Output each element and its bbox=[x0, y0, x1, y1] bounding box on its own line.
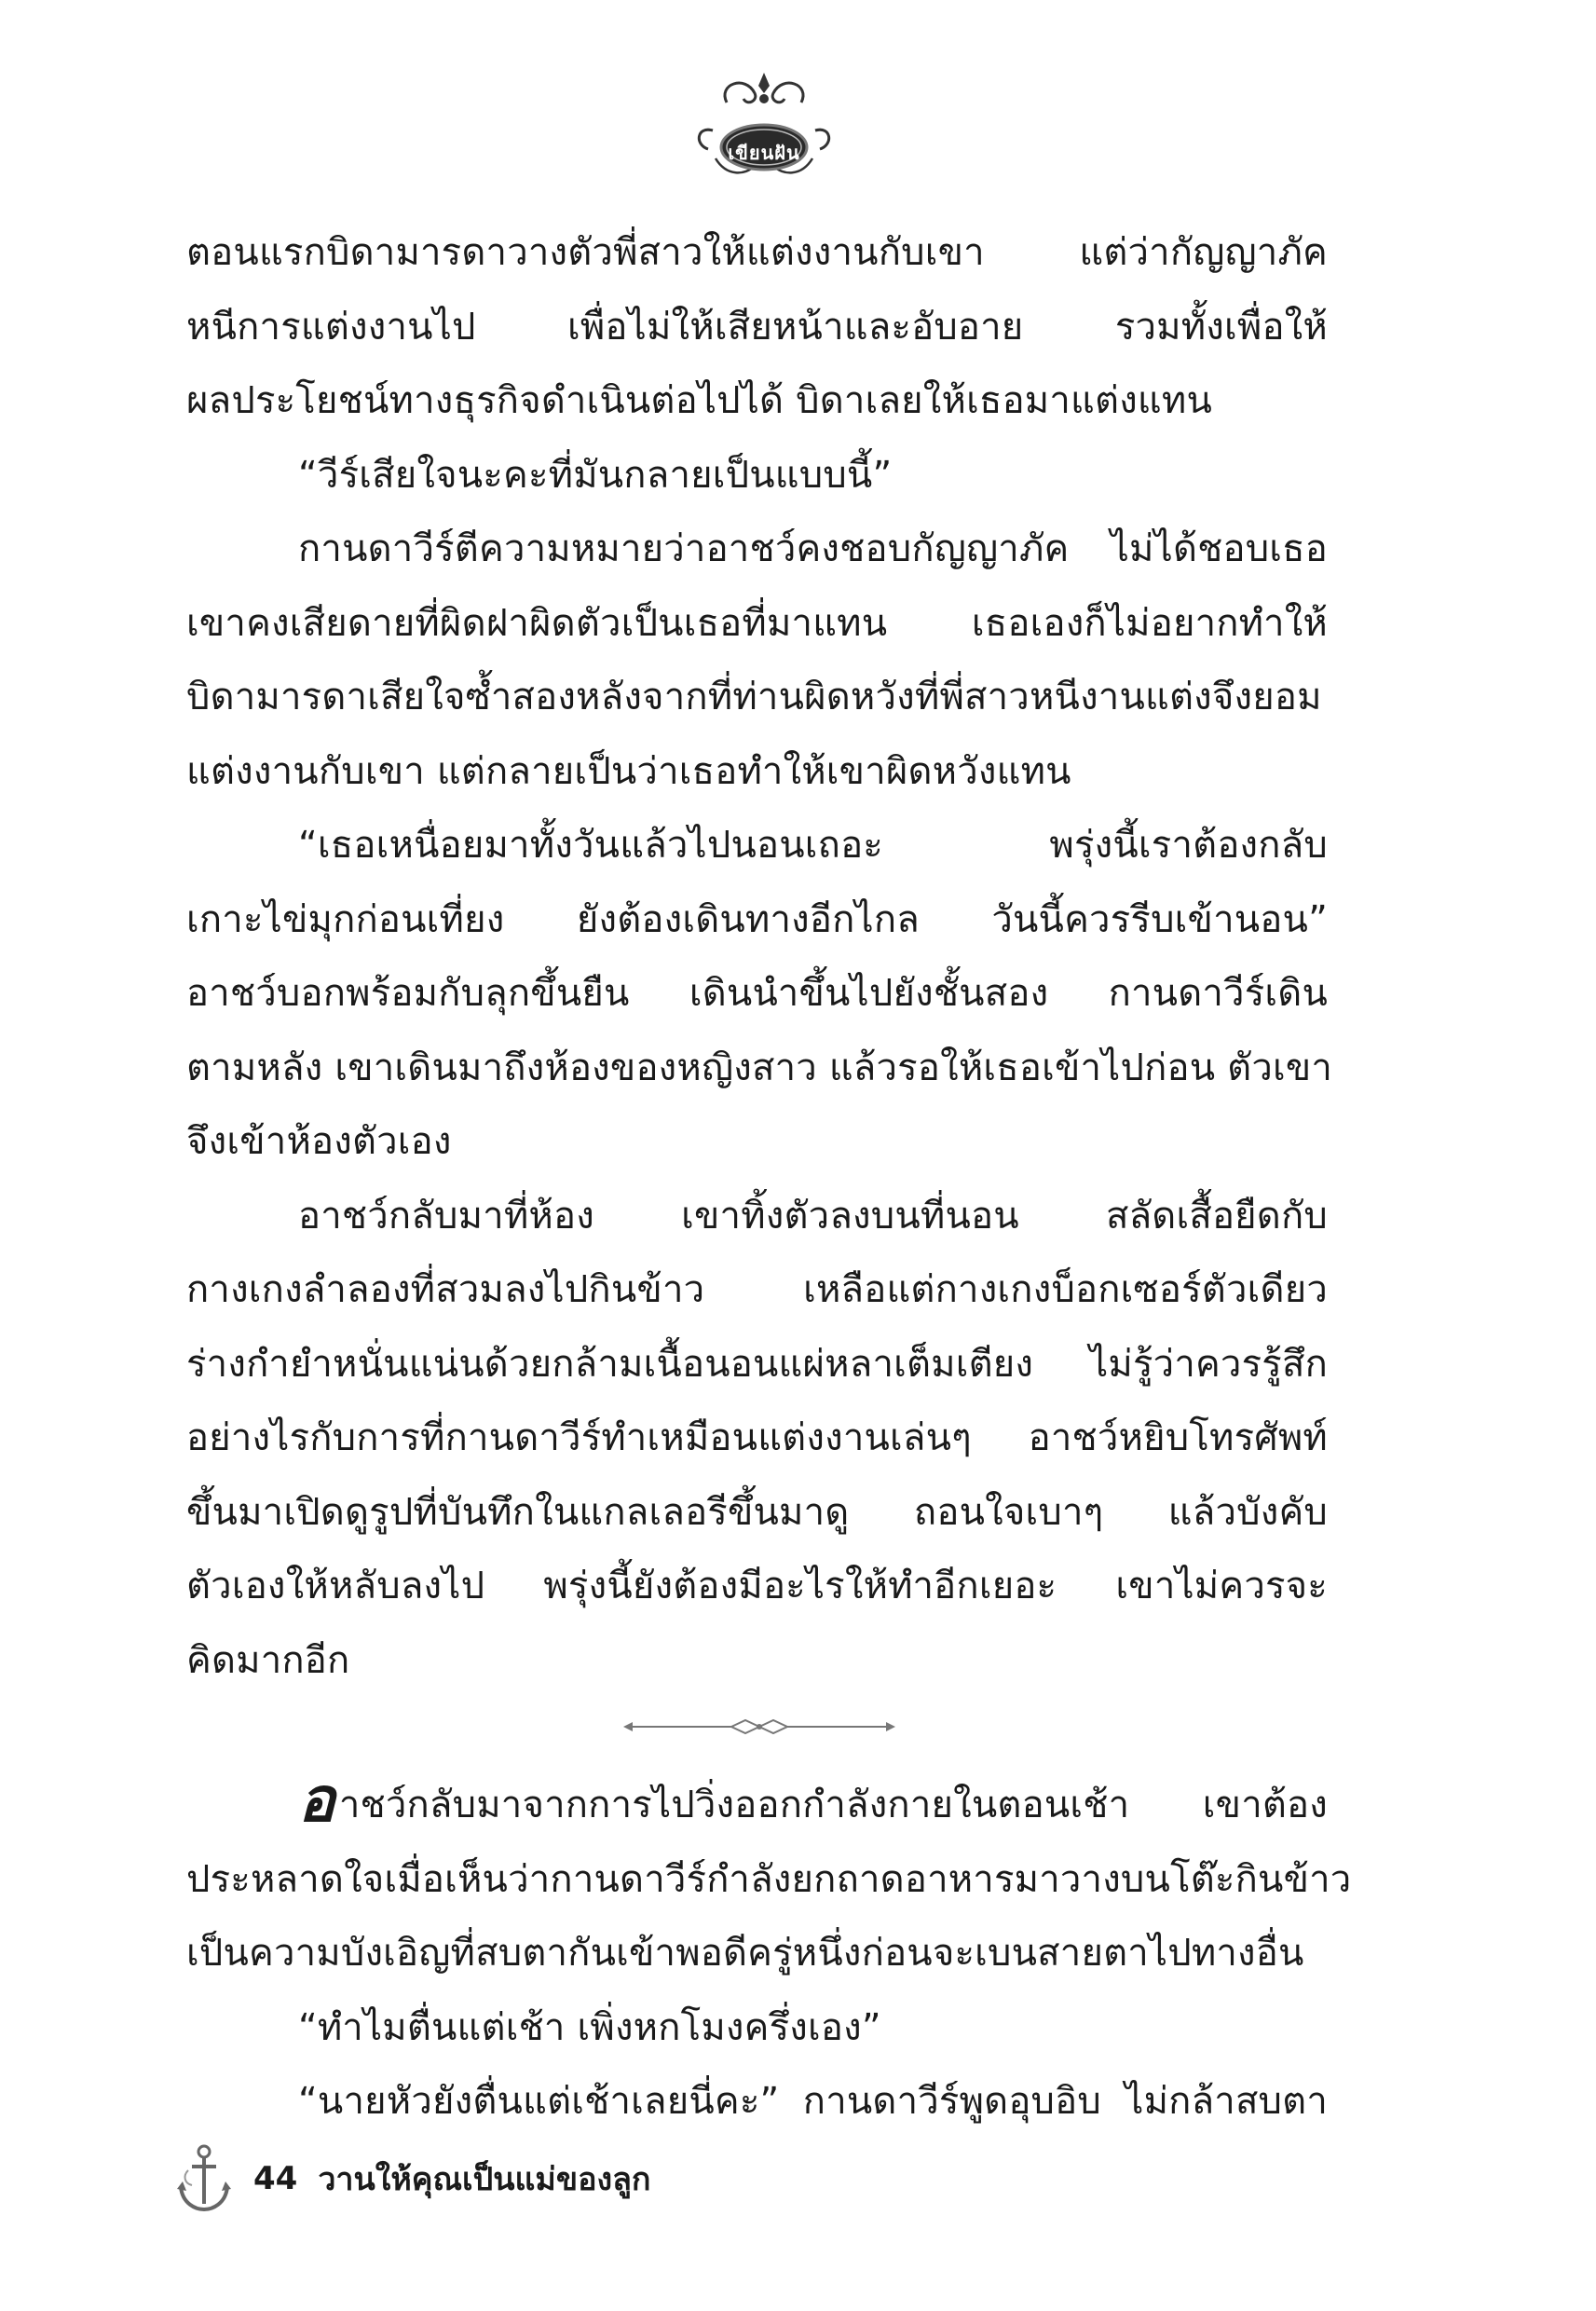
text-line: กานดาวีร์ตีความหมายว่าอาชว์คงชอบกัญญาภัค ไม่ได้ชอบเธอ bbox=[298, 527, 1328, 570]
text-line: อาชว์กลับมาที่ห้อง เขาทิ้งตัวลงบนที่นอน สลัดเสื้อยืดกับ bbox=[298, 1194, 1328, 1238]
text-line: จึงเข้าห้องตัวเอง bbox=[186, 1120, 452, 1163]
text-line: ขึ้นมาเปิดดูรูปที่บันทึกในแกลเลอรีขึ้นมาดู ถอนใจเบาๆ แล้วบังคับ bbox=[186, 1490, 1328, 1534]
text-line: หนีการแต่งงานไป เพื่อไม่ให้เสียหน้าและอับอาย รวมทั้งเพื่อให้ bbox=[186, 305, 1328, 349]
text-line-with-dropcap bbox=[186, 1763, 1328, 1843]
anchor-icon bbox=[175, 2142, 233, 2215]
text-line: คิดมากอีก bbox=[186, 1638, 350, 1682]
ornament-divider-icon bbox=[620, 1717, 899, 1736]
text-line: อาชว์บอกพร้อมกับลุกขึ้นยืน เดินนำขึ้นไปยังชั้นสอง กานดาวีร์เดิน bbox=[186, 972, 1328, 1015]
emblem-text: เขียนฝัน bbox=[728, 142, 800, 164]
text-line: เกาะไข่มุกก่อนเที่ยง ยังต้องเดินทางอีกไกล วันนี้ควรรีบเข้านอน” bbox=[186, 897, 1328, 941]
text-line: กางเกงลำลองที่สวมลงไปกินข้าว เหลือแต่กางเกงบ็อกเซอร์ตัวเดียว bbox=[186, 1268, 1328, 1311]
text-line: “นายหัวยังตื่นแต่เช้าเลยนี่คะ” กานดาวีร์พูดอุบอิบ ไม่กล้าสบตา bbox=[298, 2080, 1328, 2123]
text-span: าชว์กลับมาจากการไปวิ่งออกกำลังกายในตอนเช้า เขาต้อง bbox=[338, 1784, 1328, 1826]
body-text-section-1 bbox=[186, 216, 1333, 1698]
page-footer bbox=[175, 2141, 651, 2216]
text-line: ตอนแรกบิดามารดาวางตัวพี่สาวให้แต่งงานกับเขา แต่ว่ากัญญาภัค bbox=[186, 231, 1328, 274]
drop-cap: อ bbox=[298, 1763, 335, 1836]
text-line: อย่างไรกับการที่กานดาวีร์ทำเหมือนแต่งงานเล่นๆ อาชว์หยิบโทรศัพท์ bbox=[186, 1416, 1328, 1459]
text-line: ผลประโยชน์ทางธุรกิจดำเนินต่อไปได้ บิดาเลยให้เธอมาแต่งแทน bbox=[186, 379, 1213, 422]
text-line: ประหลาดใจเมื่อเห็นว่ากานดาวีร์กำลังยกถาดอาหารมาวางบนโต๊ะกินข้าว bbox=[186, 1857, 1352, 1901]
text-line: “ทำไมตื่นแต่เช้า เพิ่งหกโมงครึ่งเอง” bbox=[298, 2005, 881, 2049]
text-line: เป็นความบังเอิญที่สบตากันเข้าพอดีครู่หนึ่งก่อนจะเบนสายตาไปทางอื่น bbox=[186, 1932, 1304, 1975]
page-number: 44 bbox=[253, 2160, 298, 2197]
book-title: วานให้คุณเป็นแม่ของลูก bbox=[318, 2161, 651, 2198]
text-line: เขาคงเสียดายที่ผิดฝาผิดตัวเป็นเธอที่มาแทน เธอเองก็ไม่อยากทำให้ bbox=[186, 601, 1328, 645]
text-line: บิดามารดาเสียใจซ้ำสองหลังจากที่ท่านผิดหวังที่พี่สาวหนีงานแต่งจึงยอม bbox=[186, 676, 1322, 718]
text-line: ตามหลัง เขาเดินมาถึงห้องของหญิงสาว แล้วรอให้เธอเข้าไปก่อน ตัวเขา bbox=[186, 1046, 1333, 1089]
header-emblem-icon bbox=[689, 65, 839, 186]
text-line: ร่างกำยำหนั่นแน่นด้วยกล้ามเนื้อนอนแผ่หลาเต็มเตียง ไม่รู้ว่าควรรู้สึก bbox=[186, 1342, 1328, 1386]
text-line: “เธอเหนื่อยมาทั้งวันแล้วไปนอนเถอะ พรุ่งนี้เราต้องกลับ bbox=[298, 824, 1328, 867]
text-line: “วีร์เสียใจนะคะที่มันกลายเป็นแบบนี้” bbox=[298, 453, 893, 497]
body-text-section-2 bbox=[186, 1763, 1352, 2140]
text-line: แต่งงานกับเขา แต่กลายเป็นว่าเธอทำให้เขาผิดหวังแทน bbox=[186, 749, 1071, 793]
text-line: ตัวเองให้หลับลงไป พรุ่งนี้ยังต้องมีอะไรให้ทำอีกเยอะ เขาไม่ควรจะ bbox=[186, 1565, 1328, 1607]
